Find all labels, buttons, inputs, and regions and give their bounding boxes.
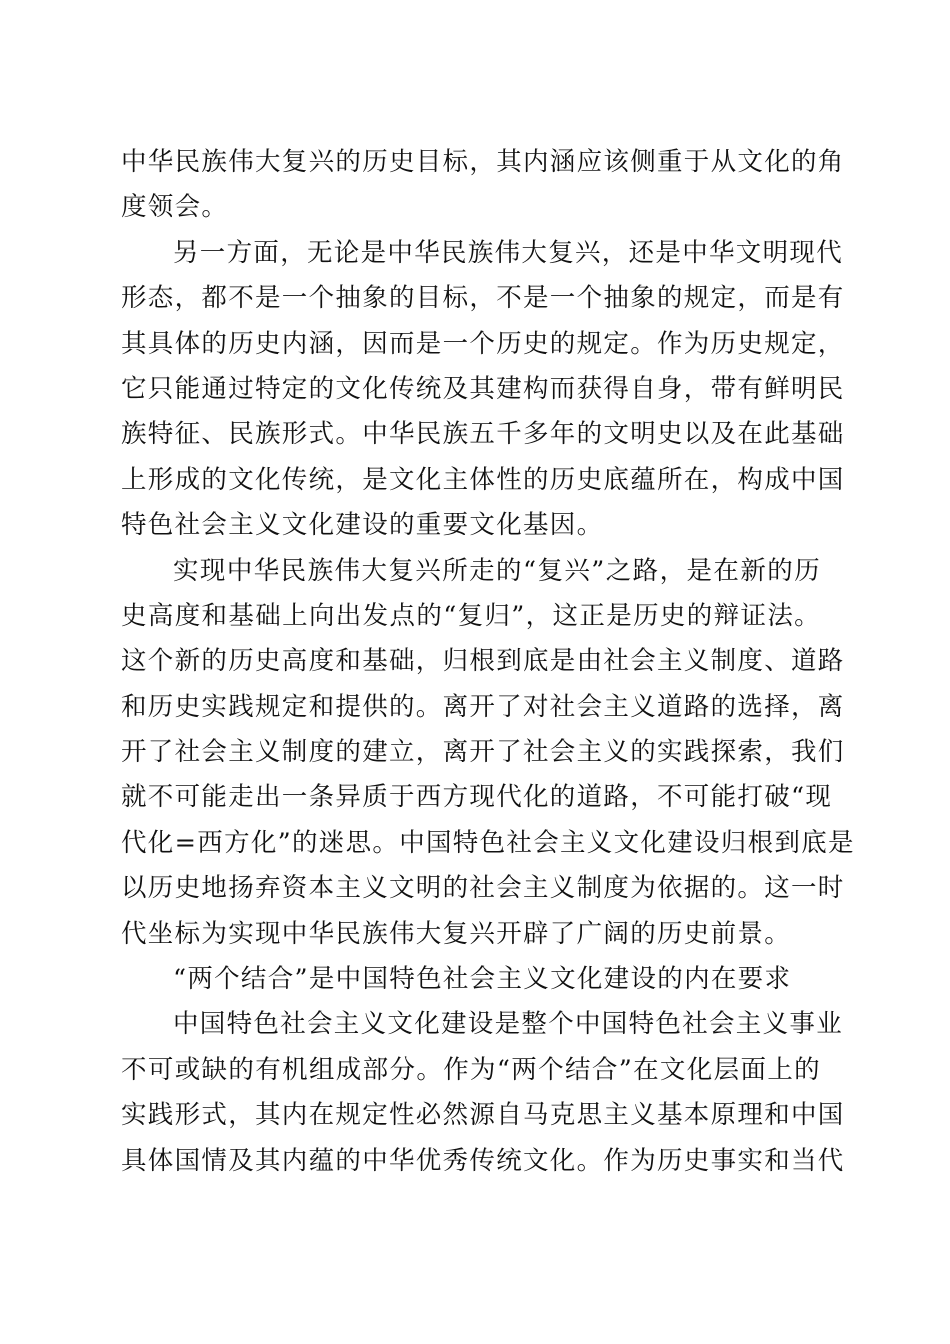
section-heading-text: “两个结合”是中国特色社会主义文化建设的内在要求 [173, 964, 792, 995]
section-heading [121, 957, 821, 1002]
text-line: 实现中华民族伟大复兴所走的“复兴”之路，是在新的历 [173, 555, 821, 586]
text-line: 代化=西方化”的迷思。中国特色社会主义文化建设归根到底是 [121, 827, 855, 858]
text-line: 就不可能走出一条异质于西方现代化的道路，不可能打破“现 [121, 782, 833, 813]
text-line: 形态，都不是一个抽象的目标，不是一个抽象的规定，而是有 [121, 283, 845, 314]
text-line: 实践形式，其内在规定性必然源自马克思主义基本原理和中国 [121, 1100, 845, 1131]
paragraph-2 [121, 231, 845, 549]
text-line: 中华民族伟大复兴的历史目标，其内涵应该侧重于从文化的角 [121, 147, 845, 177]
text-line: 开了社会主义制度的建立，离开了社会主义的实践探索，我们 [121, 737, 845, 768]
text-line: 上形成的文化传统，是文化主体性的历史底蕴所在，构成中国 [121, 464, 845, 495]
text-line: 它只能通过特定的文化传统及其建构而获得自身，带有鲜明民 [121, 373, 845, 404]
text-line: 族特征、民族形式。中华民族五千多年的文明史以及在此基础 [121, 419, 845, 450]
text-line: 以历史地扬弃资本主义文明的社会主义制度为依据的。这一时 [121, 873, 845, 904]
text-line: 特色社会主义文化建设的重要文化基因。 [121, 510, 604, 541]
text-line: 中国特色社会主义文化建设是整个中国特色社会主义事业 [173, 1009, 844, 1040]
text-line: 代坐标为实现中华民族伟大复兴开辟了广阔的历史前景。 [121, 918, 792, 949]
text-line: 史高度和基础上向出发点的“复归”，这正是历史的辩证法。 [121, 600, 821, 631]
text-line: 其具体的历史内涵，因而是一个历史的规定。作为历史规定， [121, 328, 845, 359]
text-line: 和历史实践规定和提供的。离开了对社会主义道路的选择，离 [121, 691, 845, 722]
text-line: 这个新的历史高度和基础，归根到底是由社会主义制度、道路 [121, 646, 845, 677]
text-line: 另一方面，无论是中华民族伟大复兴，还是中华文明现代 [173, 237, 844, 268]
paragraph-4 [121, 1002, 845, 1184]
paragraph-3 [121, 549, 855, 958]
text-line: 不可或缺的有机组成部分。作为“两个结合”在文化层面上的 [121, 1054, 821, 1085]
text-line: 具体国情及其内蕴的中华优秀传统文化。作为历史事实和当代 [121, 1145, 845, 1176]
text-line: 度领会。 [121, 192, 229, 223]
paragraph-1 [121, 140, 845, 231]
body-text [121, 140, 855, 1184]
